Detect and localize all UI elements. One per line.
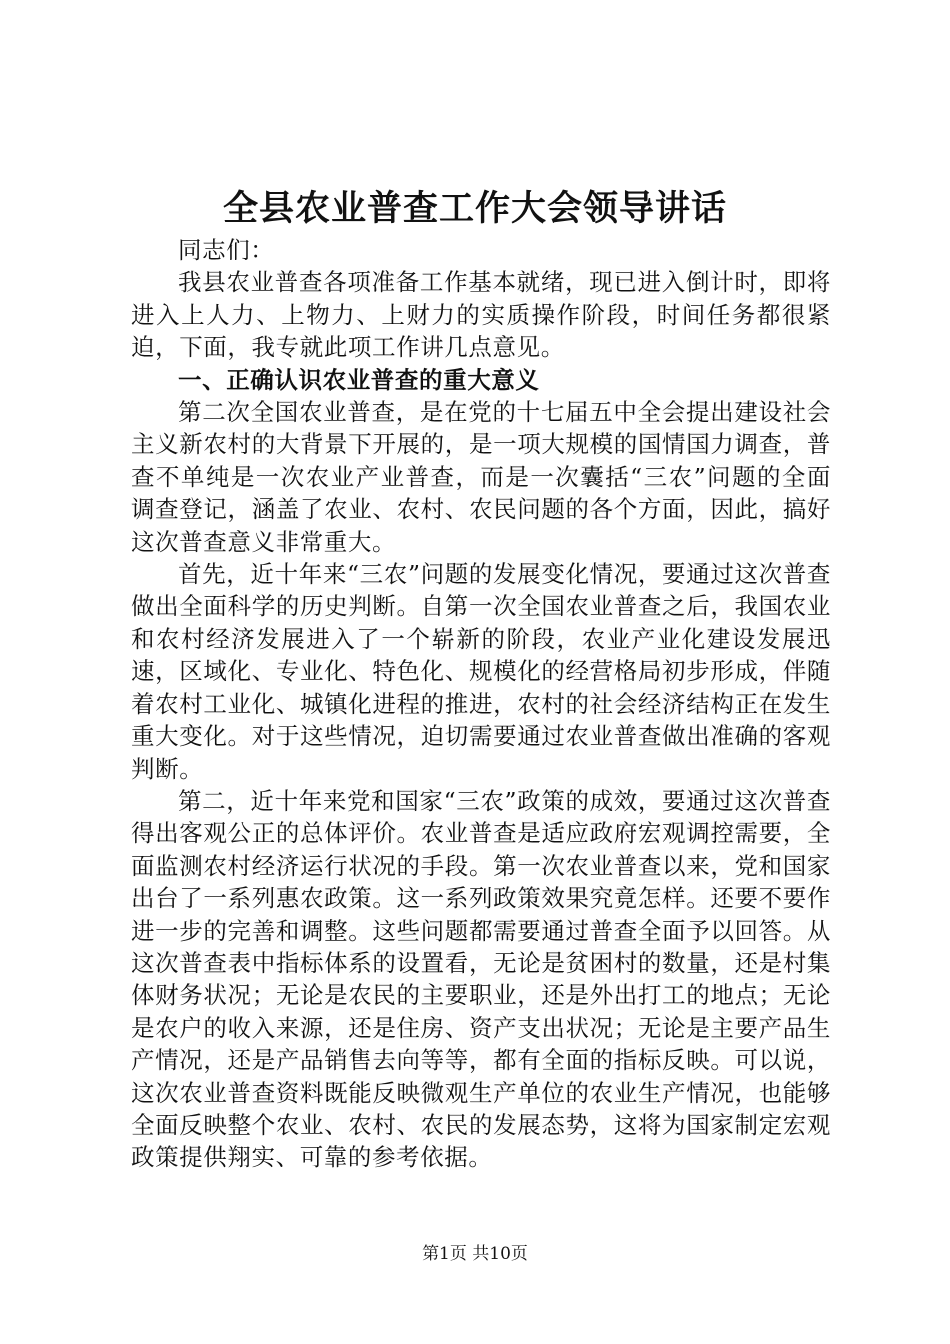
intro-paragraph: 我县农业普查各项准备工作基本就绪，现已进入倒计时，即将进入上人力、上物力、上财力的实质操作阶段，时间任务都很紧迫，下面，我专就此项工作讲几点意见。 [131, 268, 831, 362]
page-number-footer: 第1页 共10页 [422, 1244, 528, 1264]
document-body [131, 234, 831, 1174]
body-paragraph: 第二次全国农业普查，是在党的十七届五中全会提出建设社会主义新农村的大背景下开展的，是一项大规模的国情国力调查，普查不单纯是一次农业产业普查，而是一次囊括“三农”问题的全面调查登记，涵盖了农业、农村、农民问题的各个方面，因此，搞好这次普查意义非常重大。 [131, 398, 831, 556]
body-paragraph: 首先，近十年来“三农”问题的发展变化情况，要通过这次普查做出全面科学的历史判断。自第一次全国农业普查之后，我国农业和农村经济发展进入了一个崭新的阶段，农业产业化建设发展迅速，区域化、专业化、特色化、规模化的经营格局初步形成，伴随着农村工业化、城镇化进程的推进，农村的社会经济结构正在发生重大变化。对于这些情况，迫切需要通过农业普查做出准确的客观判断。 [131, 560, 831, 783]
body-paragraph: 第二，近十年来党和国家“三农”政策的成效，要通过这次普查得出客观公正的总体评价。农业普查是适应政府宏观调控需要，全面监测农村经济运行状况的手段。第一次农业普查以来，党和国家出台了一系列惠农政策。这一系列政策效果究竟怎样。还要不要作进一步的完善和调整。这些问题都需要通过普查全面予以回答。从这次普查表中指标体系的设置看，无论是贫困村的数量，还是村集体财务状况；无论是农民的主要职业，还是外出打工的地点；无论是农户的收入来源，还是住房、资产支出状况；无论是主要产品生产情况，还是产品销售去向等等，都有全面的指标反映。可以说，这次农业普查资料既能反映微观生产单位的农业生产情况，也能够全面反映整个农业、农村、农民的发展态势，这将为国家制定宏观政策提供翔实、可靠的参考依据。 [131, 786, 831, 1172]
document-title: 全县农业普查工作大会领导讲话 [222, 188, 727, 229]
salutation-paragraph: 同志们： [178, 236, 275, 264]
section-heading: 一、正确认识农业普查的重大意义 [178, 365, 540, 394]
